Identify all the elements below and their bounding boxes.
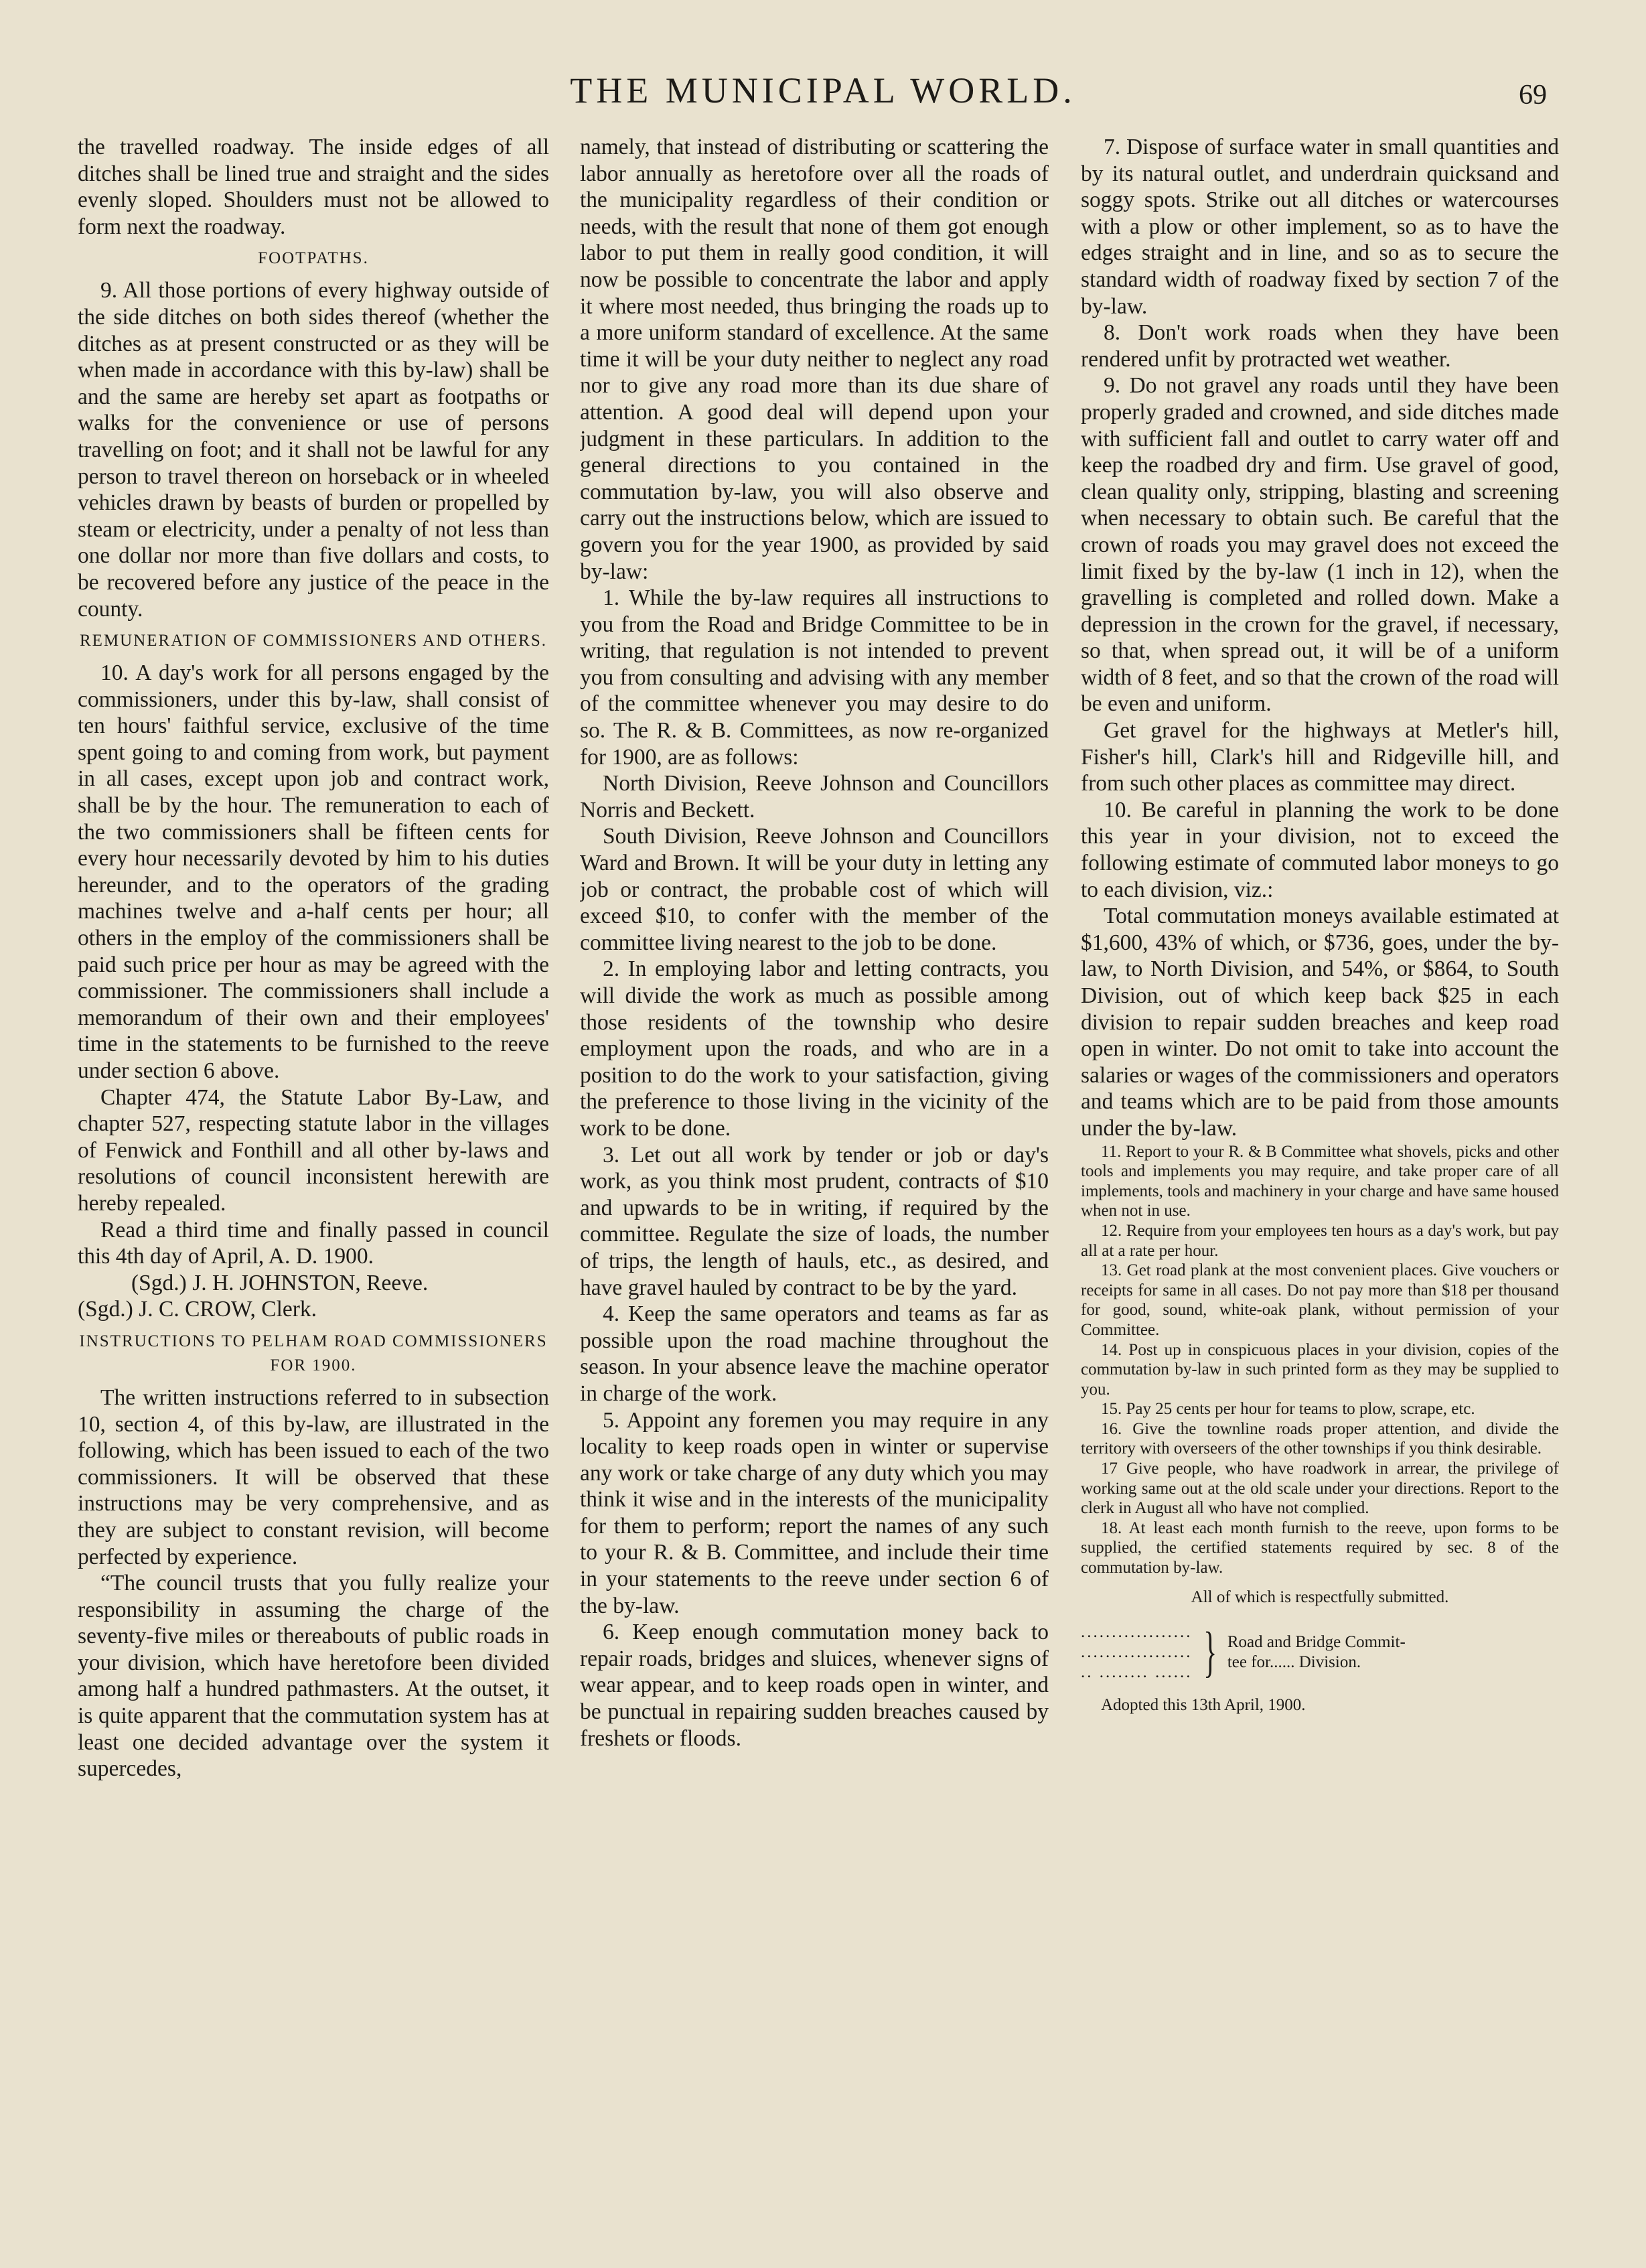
section-heading-footpaths: FOOTPATHS.: [258, 249, 369, 268]
instruction-item: 11. Report to your R. & B Committee what shovels, picks and other tools and implements you may require, and take proper care of all implements, tools and machinery in your charge and have same housed when not in use.: [1081, 1142, 1559, 1220]
committee-label-line: Road and Bridge Commit-: [1227, 1632, 1406, 1651]
paragraph: Get gravel for the highways at Metler's hill, Fisher's hill, Clark's hill and Ridgeville hill, and from such other places as committee may direct.: [1081, 718, 1559, 796]
paragraph: Chapter 474, the Statute Labor By-Law, and chapter 527, respecting statute labor in the villages of Fenwick and Fonthill and all other by-laws and resolutions of council inconsistent herewith are hereby repealed.: [78, 1084, 549, 1216]
signature-line: .. ........ ......: [1081, 1662, 1193, 1681]
instruction-item: 18. At least each month furnish to the reeve, upon forms to be supplied, the certified statements required by sec. 8 of the commutation by-law.: [1081, 1518, 1559, 1577]
committee-signature-block: [1081, 1622, 1559, 1683]
paragraph: 1. While the by-law requires all instructions to you from the Road and Bridge Committee to be in writing, that regulation is not intended to prevent you from consulting and advising with any member of the committee whenever you may desire to do so. The R. & B. Committees, as now re-organized for 1900, are as follows:: [580, 585, 1049, 770]
paragraph: The written instructions referred to in subsection 10, section 4, of this by-law, are illustrated in the following, which has been issued to each of the two commissioners. It will be observed that these instructions may be very comprehensive, and as they are subject to constant revision, will become perfected by experience.: [78, 1385, 549, 1569]
paragraph: 9. Do not gravel any roads until they have been properly graded and crowned, and side ditches made with sufficient fall and outlet to carry water off and keep the roadbed dry and firm. Use gravel of good, clean quality only, stripping, blasting and screening when necessary to obtain such. Be careful that the crown of roads you may gravel does not exceed the limit fixed by the by-law (1 inch in 12), when the gravelling is completed and rolled down. Make a depression in the crown for the gravel, if necessary, so that, when spread out, it will be of a uniform width of 8 feet, and so that the crown of the road will be even and uniform.: [1081, 373, 1559, 717]
paragraph: 5. Appoint any foremen you may require in any locality to keep roads open in winter or supervise any work or take charge of any duty which you may think it wise and in the interests of the municipality for them to perform; report the names of any such to your R. & B. Committee, and include their time in your statements to the reeve under section 6 of the by-law.: [580, 1407, 1049, 1618]
column-3: [1081, 134, 1559, 2210]
column-1: [78, 134, 549, 2210]
paragraph: 6. Keep enough commutation money back to repair roads, bridges and sluices, whenever signs of wear appear, and to keep roads open in winter, and be punctual in repairing sudden breaches caused by freshets or floods.: [580, 1620, 1049, 1751]
section-heading-remuneration: REMUNERATION OF COMMISSIONERS AND OTHERS.: [79, 632, 548, 650]
instruction-item: 12. Require from your employees ten hours as a day's work, but pay all at a rate per hour.: [1081, 1221, 1559, 1260]
section-heading-instructions: INSTRUCTIONS TO PELHAM ROAD COMMISSIONERS FOR 1900.: [79, 1332, 548, 1374]
paragraph: namely, that instead of distributing or scattering the labor annually as heretofore over all the roads of the municipality regardless of their condition or needs, with the result that none of them got enough labor to put them in really good condition, it will now be possible to concentrate the labor and apply it where most needed, thus bringing the roads up to a more uniform standard of excellence. At the same time it will be your duty neither to neglect any road nor to give any road more than its due share of attention. A good deal will depend upon your judgment in these particulars. In addition to the general directions to you contained in the commutation by-law, you will also observe and carry out the instructions below, which are issued to govern you for the year 1900, as provided by said by-law:: [580, 135, 1049, 584]
paragraph: Read a third time and finally passed in council this 4th day of April, A. D. 1900.: [78, 1217, 549, 1269]
committee-label: [1227, 1632, 1406, 1673]
paragraph: Total commutation moneys available estimated at $1,600, 43% of which, or $736, goes, under the by-law, to North Division, and 54%, or $864, to South Division, out of which keep back $25 in each division to repair sudden breaches and keep road open in winter. Do not omit to take into account the salaries or wages of the commissioners and operators and teams which are to be paid from those amounts under the by-law.: [1081, 904, 1559, 1141]
column-2: [580, 134, 1049, 2210]
paragraph: the travelled roadway. The inside edges of all ditches shall be lined true and straight and the sides evenly sloped. Shoulders must not be allowed to form next the roadway.: [78, 135, 549, 239]
signature-reeve: (Sgd.) J. H. JOHNSTON, Reeve.: [131, 1270, 429, 1295]
paragraph: 2. In employing labor and letting contracts, you will divide the work as much as possible among those residents of the township who desire employment upon the roads, and who are in a position to do the work to your satisfaction, giving the preference to those living in the vicinity of the work to be done.: [580, 956, 1049, 1141]
paragraph: 4. Keep the same operators and teams as far as possible upon the road machine throughout the season. In your absence leave the machine operator in charge of the work.: [580, 1301, 1049, 1406]
committee-label-line: tee for...... Division.: [1227, 1652, 1361, 1671]
paragraph: South Division, Reeve Johnson and Councillors Ward and Brown. It will be your duty in letting any job or contract, the probable cost of which will exceed $10, to confer with the member of the committee living nearest to the job to be done.: [580, 824, 1049, 955]
instruction-item: 16. Give the townline roads proper attention, and divide the territory with overseers of the other townships if you think desirable.: [1081, 1419, 1559, 1458]
brace-icon: }: [1203, 1620, 1217, 1683]
instruction-item: 13. Get road plank at the most convenient places. Give vouchers or receipts for same in all cases. Do not pay more than $18 per thousand for good, sound, white-oak plank, without permission of your Committee.: [1081, 1261, 1559, 1339]
signature-dots: [1081, 1622, 1193, 1683]
paragraph: 10. Be careful in planning the work to be done this year in your division, not to exceed the following estimate of commuted labor moneys to go to each division, viz.:: [1081, 797, 1559, 902]
paragraph: 3. Let out all work by tender or job or day's work, as you think most prudent, contracts of $10 and upwards to be in writing, if required by the committee. Regulate the size of loads, the number of trips, the length of hauls, etc., as desired, and have gravel hauled by contract to be by the yard.: [580, 1142, 1049, 1300]
running-title: THE MUNICIPAL WORLD.: [570, 70, 1076, 111]
instruction-item: 15. Pay 25 cents per hour for teams to plow, scrape, etc.: [1101, 1400, 1475, 1419]
paragraph: 10. A day's work for all persons engaged by the commissioners, under this by-law, shall consist of ten hours' faithful service, exclusive of the time spent going to and coming from work, but payment in all cases, except upon job and contract work, shall be by the hour. The remuneration to each of the two commissioners shall be fifteen cents for every hour necessarily devoted by him to his duties hereunder, and to the operators of the grading machines twelve and a-half cents per hour; all others in the employ of the commissioners shall be paid such price per hour as may be agreed with the commissioner. The commissioners shall include a memorandum of their own and their employees' time in the statements to be furnished to the reeve under section 6 above.: [78, 660, 549, 1083]
paragraph: 9. All those portions of every highway outside of the side ditches on both sides thereof (whether the ditches as at present constructed or as they will be when made in accordance with this by-law) shall be and the same are hereby set apart as footpaths or walks for the convenience or use of persons travelling on foot; and it shall not be lawful for any person to travel thereon on horseback or in wheeled vehicles drawn by beasts of burden or propelled by steam or electricity, under a penalty of not less than one dollar nor more than five dollars and costs, to be recovered before any justice of the peace in the county.: [78, 278, 549, 622]
paragraph: 8. Don't work roads when they have been rendered unfit by protracted wet weather.: [1081, 320, 1559, 372]
paragraph: “The council trusts that you fully realize your responsibility in assuming the charge of the seventy-five miles or thereabouts of public roads in your division, which have heretofore been divided among half a hundred pathmasters. At the outset, it is quite apparent that the commutation system has at least one decided advantage over the system it supercedes,: [78, 1571, 549, 1782]
signature-line: ..................: [1081, 1642, 1193, 1661]
instruction-item: 17 Give people, who have roadwork in arrear, the privilege of working same out at the old scale under your directions. Report to the clerk in August all who have not complied.: [1081, 1460, 1559, 1518]
paragraph: North Division, Reeve Johnson and Councillors Norris and Beckett.: [580, 771, 1049, 823]
paragraph: 7. Dispose of surface water in small quantities and by its natural outlet, and underdrain quicksand and soggy spots. Strike out all ditches or watercourses with a plow or other implement, so as to have the edges straight and in line, and so as to secure the standard width of roadway fixed by section 7 of the by-law.: [1081, 135, 1559, 319]
instruction-item: 14. Post up in conspicuous places in your division, copies of the commutation by-law in such printed form as they may be supplied to you.: [1081, 1340, 1559, 1399]
adopted-date: Adopted this 13th April, 1900.: [1101, 1695, 1306, 1714]
page-number: 69: [1519, 80, 1547, 111]
signature-line: ..................: [1081, 1622, 1193, 1641]
signature-clerk: (Sgd.) J. C. CROW, Clerk.: [78, 1297, 317, 1322]
submitted-line: All of which is respectfully submitted.: [1191, 1587, 1449, 1606]
